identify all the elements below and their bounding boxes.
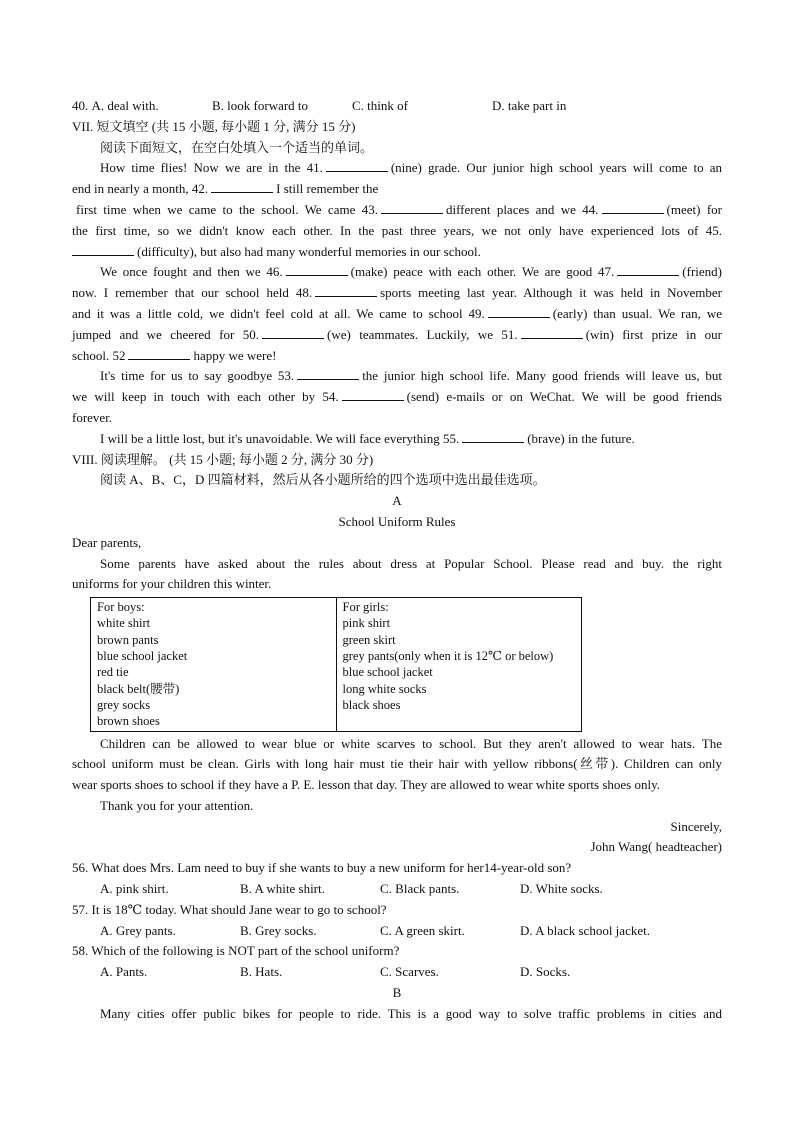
blank-48[interactable]	[315, 284, 377, 297]
question-56-stem: 56. What does Mrs. Lam need to buy if she wants to buy a new uniform for her14-year-old son?	[72, 860, 572, 876]
section-8-heading: VIII. 阅读理解。 (共 15 小题; 每小题 2 分, 满分 30 分)	[72, 451, 374, 467]
boys-item: brown shoes	[97, 714, 160, 729]
passage-line: forever.	[72, 409, 113, 425]
passage-line: school. 52 happy we were!	[72, 347, 277, 363]
passage-line: first time when we came to the school. We came 43. different places and we 44. (meet) for	[76, 201, 722, 217]
passage-line: end in nearly a month, 42. I still remember the	[72, 181, 379, 197]
q58-option-c[interactable]: C. Scarves.	[380, 964, 439, 980]
boys-item: black belt(腰带)	[97, 681, 180, 696]
q57-option-c[interactable]: C. A green skirt.	[380, 922, 465, 938]
passage-line: wear sports shoes to school if they have a P. E. lesson that day. They are allowed to wear white sports shoes only.	[72, 777, 661, 793]
q56-option-d[interactable]: D. White socks.	[520, 881, 603, 897]
question-40	[72, 96, 722, 117]
passage-line: the first time, so we didn't know each other. In the past three years, we not only have experienced lots of 45.	[72, 222, 722, 238]
passage-line: school uniform must be clean. Girls with long hair must tie their hair with yellow ribbons(丝带). Children can only	[72, 756, 722, 772]
q40-option-d: D. take part in	[492, 98, 567, 113]
q57-option-b[interactable]: B. Grey socks.	[240, 922, 317, 938]
boys-item: white shirt	[97, 616, 151, 631]
passage-line: uniforms for your children this winter.	[72, 576, 272, 592]
letter-thanks: Thank you for your attention.	[100, 797, 254, 813]
blank-54[interactable]	[342, 388, 404, 401]
passage-b-label: B	[392, 985, 402, 1001]
section-7-instruction: 阅读下面短文，在空白处填入一个适当的单词。	[100, 139, 374, 155]
q40-option-c: C. think of	[352, 98, 408, 113]
q56-option-a[interactable]: A. pink shirt.	[100, 881, 169, 897]
q57-option-a[interactable]: A. Grey pants.	[100, 922, 176, 938]
boys-item: blue school jacket	[97, 649, 188, 664]
passage-line: we will keep in touch with each other by 54. (send) e-mails or on WeChat. We will be good friends	[72, 389, 722, 405]
girls-item: pink shirt	[342, 616, 391, 631]
q58-option-d[interactable]: D. Socks.	[520, 964, 571, 980]
blank-50[interactable]	[262, 326, 324, 339]
passage-a-title: School Uniform Rules	[338, 513, 456, 529]
girls-item: green skirt	[342, 632, 396, 647]
question-58-options	[72, 962, 722, 983]
passage-line: I will be a little lost, but it's unavoidable. We will face everything 55. (brave) in the future.	[100, 430, 635, 446]
girls-header: For girls:	[342, 600, 389, 615]
letter-greeting: Dear parents,	[72, 534, 142, 550]
passage-line: We once fought and then we 46. (make) peace with each other. We are good 47. (friend)	[100, 264, 722, 280]
boys-header: For boys:	[97, 600, 145, 615]
passage-a-label: A	[392, 493, 402, 509]
letter-signature: John Wang( headteacher)	[590, 839, 722, 855]
passage-line: Children can be allowed to wear blue or white scarves to school. But they aren't allowed to wear hats. The	[100, 735, 722, 751]
blank-46[interactable]	[286, 263, 348, 276]
blank-42[interactable]	[211, 180, 273, 193]
blank-53[interactable]	[297, 367, 359, 380]
blank-52[interactable]	[128, 347, 190, 360]
blank-51[interactable]	[521, 326, 583, 339]
passage-line: (difficulty), but also had many wonderful memories in our school.	[72, 242, 722, 263]
blank-47[interactable]	[617, 263, 679, 276]
uniform-table	[90, 597, 582, 731]
passage-line: now. I remember that our school held 48. sports meeting last year. Although it was held in November	[72, 285, 722, 301]
girls-item: blue school jacket	[342, 665, 433, 680]
blank-49[interactable]	[488, 305, 550, 318]
passage-line: How time flies! Now we are in the 41. (nine) grade. Our junior high school years will come to an	[100, 160, 723, 176]
exam-page	[72, 96, 722, 1025]
boys-item: brown pants	[97, 632, 159, 647]
q56-option-b[interactable]: B. A white shirt.	[240, 881, 325, 897]
passage-line: and it was a little cold, we didn't feel cold at all. We came to school 49. (early) than usual. We ran, we	[72, 305, 722, 321]
boys-item: grey socks	[97, 697, 151, 712]
girls-item: black shoes	[342, 697, 401, 712]
girls-item: grey pants(only when it is 12℃ or below)	[342, 649, 554, 664]
girls-column	[336, 598, 582, 731]
q40-option-a: 40. A. deal with.	[72, 98, 159, 113]
letter-closing: Sincerely,	[670, 818, 722, 834]
q40-option-b: B. look forward to	[212, 98, 309, 113]
q58-option-b[interactable]: B. Hats.	[240, 964, 283, 980]
q57-option-d[interactable]: D. A black school jacket.	[520, 922, 650, 938]
passage-line: jumped and we cheered for 50. (we) teammates. Luckily, we 51. (win) first prize in our	[72, 326, 722, 342]
boys-column	[91, 598, 337, 731]
passage-line: Some parents have asked about the rules about dress at Popular School. Please read and buy. the right	[100, 555, 722, 571]
girls-item: long white socks	[342, 681, 427, 696]
question-57-stem: 57. It is 18℃ today. What should Jane wear to go to school?	[72, 901, 387, 917]
blank-55[interactable]	[462, 430, 524, 443]
q56-option-c[interactable]: C. Black pants.	[380, 881, 460, 897]
passage-line: Many cities offer public bikes for people to ride. This is a good way to solve traffic problems in cities and	[100, 1005, 722, 1021]
question-57-options	[72, 921, 722, 942]
q58-option-a[interactable]: A. Pants.	[100, 964, 148, 980]
boys-item: red tie	[97, 665, 129, 680]
question-56-options	[72, 879, 722, 900]
blank-44[interactable]	[602, 201, 664, 214]
blank-41[interactable]	[326, 159, 388, 172]
blank-43[interactable]	[381, 201, 443, 214]
passage-line: It's time for us to say goodbye 53. the junior high school life. Many good friends will leave us, but	[100, 368, 722, 384]
section-7-heading: VII. 短文填空 (共 15 小题, 每小题 1 分, 满分 15 分)	[72, 118, 356, 134]
blank-45[interactable]	[72, 243, 134, 256]
section-8-instruction: 阅读 A、B、C，D 四篇材料，然后从各小题所给的四个选项中选出最佳选项。	[100, 472, 546, 488]
question-58-stem: 58. Which of the following is NOT part of the school uniform?	[72, 943, 400, 959]
